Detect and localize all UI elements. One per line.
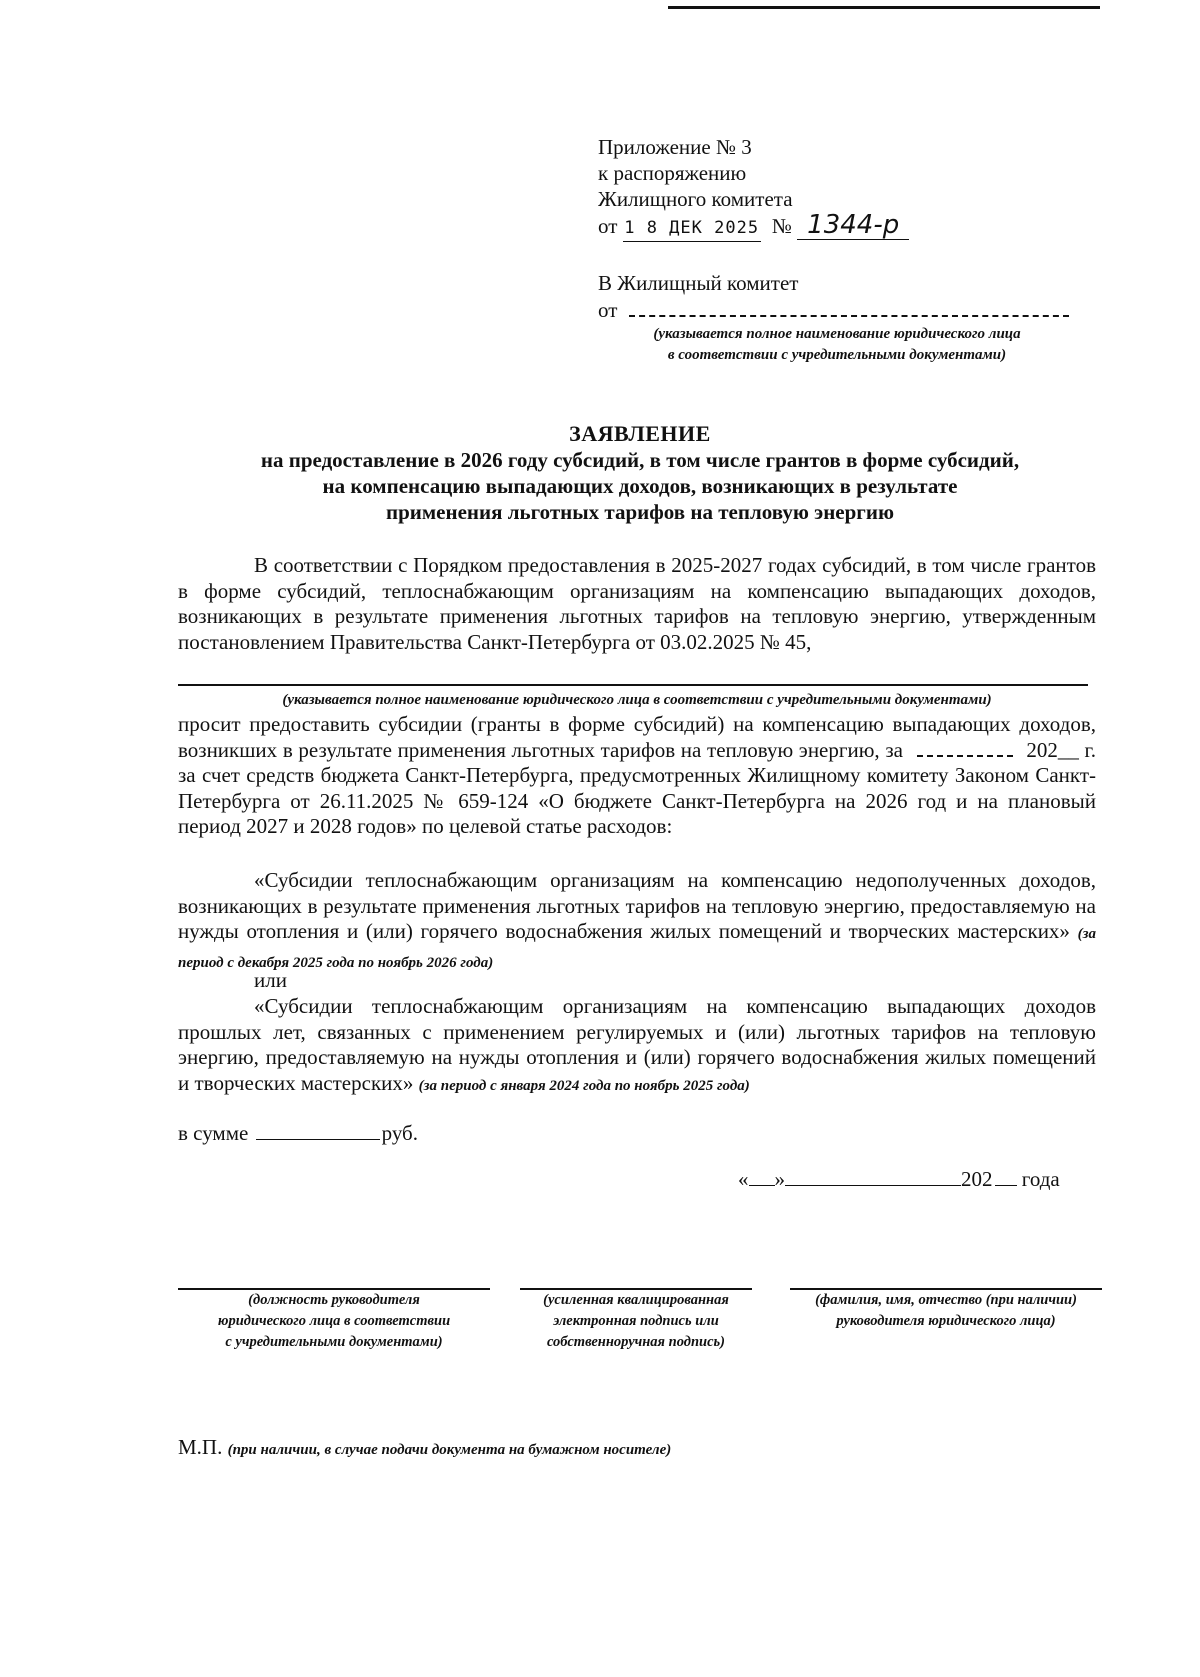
signature-hint-line-2: электронная подпись или (553, 1313, 719, 1329)
signature-hint-line-1: (усиленная квалицированная (543, 1292, 729, 1308)
date-close-quote: » (774, 1167, 785, 1191)
period-field[interactable] (917, 755, 1013, 757)
stamp-place (178, 1435, 671, 1460)
sum-row (178, 1121, 418, 1146)
from-field[interactable] (629, 315, 1069, 317)
year-suffix-field[interactable] (995, 1185, 1017, 1186)
title-main: ЗАЯВЛЕНИЕ (569, 421, 711, 446)
from-prefix: от (598, 298, 618, 322)
article-1-text: «Субсидии теплоснабжающим организациям на компенсацию недополученных доходов, возникающих в результате применения льготных тарифов на тепловую энергию, предоставляемую на нужды отопления и (или) горячего водоснабжения жилых помещений и творческих мастерских» (178, 868, 1096, 943)
position-hint-line-1: (должность руководителя (248, 1292, 420, 1308)
addressee-hint (598, 324, 1076, 366)
appendix-to-order: к распоряжению (598, 161, 747, 185)
top-rule (668, 6, 1100, 9)
order-number-field (797, 212, 909, 240)
paragraph-request (178, 712, 1096, 840)
appendix-committee: Жилищного комитета (598, 187, 793, 211)
position-hint-line-2: юридического лица в соответствии (217, 1313, 451, 1329)
stamp-label: М.П. (178, 1435, 223, 1459)
date-row (738, 1167, 1060, 1192)
position-hint-line-3: с учредительными документами) (225, 1334, 443, 1350)
title-line-1: на предоставление в 2026 году субсидий, в том числе грантов в форме субсидий, (260, 448, 1020, 472)
sum-suffix: руб. (381, 1121, 418, 1145)
signature-hint (510, 1290, 762, 1353)
order-number-handwritten: 1344-р (807, 210, 900, 240)
request-end: г. за счет средств бюджета Санкт-Петербурга, предусмотренных Жилищному комитету Законом Санкт-Петербурга от 26.11.2025 № 659-124 «О бюджете Санкт-Петербурга на 2026 год и на плановый период 2027 и 2028 годов» по целевой статье расходов: (178, 737, 1097, 838)
full-name-hint (790, 1290, 1102, 1332)
signature-hint-line-3: собственноручная подпись) (546, 1334, 725, 1350)
org-name-hint: (указывается полное наименование юридического лица в соответствии с учредительными документами) (282, 692, 992, 708)
title-line-3: применения льготных тарифов на тепловую энергию (386, 500, 894, 524)
or-label: или (254, 968, 287, 992)
addressee-hint-line-1: (указывается полное наименование юридического лица (653, 326, 1021, 342)
appendix-number: Приложение № 3 (598, 135, 752, 159)
date-open-quote: « (738, 1167, 749, 1191)
addressee-block (598, 270, 1069, 324)
addressee-from-row (598, 297, 1069, 324)
article-1-hint: (за период с декабря 2025 года по ноябрь 2026 года) (178, 926, 1096, 971)
month-field[interactable] (785, 1185, 961, 1186)
appendix-block (598, 134, 909, 242)
date-suffix: года (1021, 1167, 1060, 1191)
date-prefix: от (598, 214, 618, 238)
paragraph-article-1 (178, 868, 1096, 976)
article-2-hint: (за период с января 2024 года по ноябрь 2025 года) (418, 1077, 750, 1094)
stamp-hint: (при наличии, в случае подачи документа на бумажном носителе) (227, 1442, 672, 1458)
addressee-line: В Жилищный комитет (598, 271, 799, 295)
paragraph-basis: В соответствии с Порядком предоставления в 2025-2027 годах субсидий, в том числе грантов в форме субсидий, теплоснабжающим организациям на компенсацию выпадающих доходов, возникающих в результате применения льготных тарифов на тепловую энергию, утвержденным постановлением Правительства Санкт-Петербурга от 03.02.2025 № 45, (178, 553, 1096, 654)
date-year: 202 (961, 1167, 993, 1191)
request-start: просит предоставить субсидии (гранты в форме субсидий) на компенсацию выпадающих доходов, возникших в результате применения льготных тарифов на тепловую энергию, за (178, 712, 1096, 762)
day-field[interactable] (749, 1185, 775, 1186)
number-prefix: № (771, 214, 792, 238)
sum-field[interactable] (256, 1139, 380, 1140)
document-title (140, 421, 1140, 525)
article-2-text: «Субсидии теплоснабжающим организациям на компенсацию выпадающих доходов прошлых лет, связанных с применением регулируемых и (или) льготных тарифов на тепловую энергию, предоставляемую на нужды отопления и (или) горячего водоснабжения жилых помещений и творческих мастерских» (178, 994, 1096, 1095)
order-date-field (623, 213, 761, 242)
order-date-row (598, 212, 909, 242)
order-date-stamp: 1 8 ДЕК 2025 (624, 218, 760, 238)
full-name-hint-line-1: (фамилия, имя, отчество (при наличии) (815, 1292, 1077, 1308)
full-name-hint-line-2: руководителя юридического лица) (836, 1313, 1056, 1329)
title-line-2: на компенсацию выпадающих доходов, возникающих в результате (322, 474, 958, 498)
position-hint (178, 1290, 490, 1353)
request-year: 202__ (1026, 737, 1079, 762)
paragraph-article-2 (178, 994, 1096, 1099)
sum-prefix: в сумме (178, 1121, 249, 1145)
addressee-hint-line-2: в соответствии с учредительными документами) (667, 347, 1007, 363)
org-name-line[interactable] (178, 684, 1088, 686)
